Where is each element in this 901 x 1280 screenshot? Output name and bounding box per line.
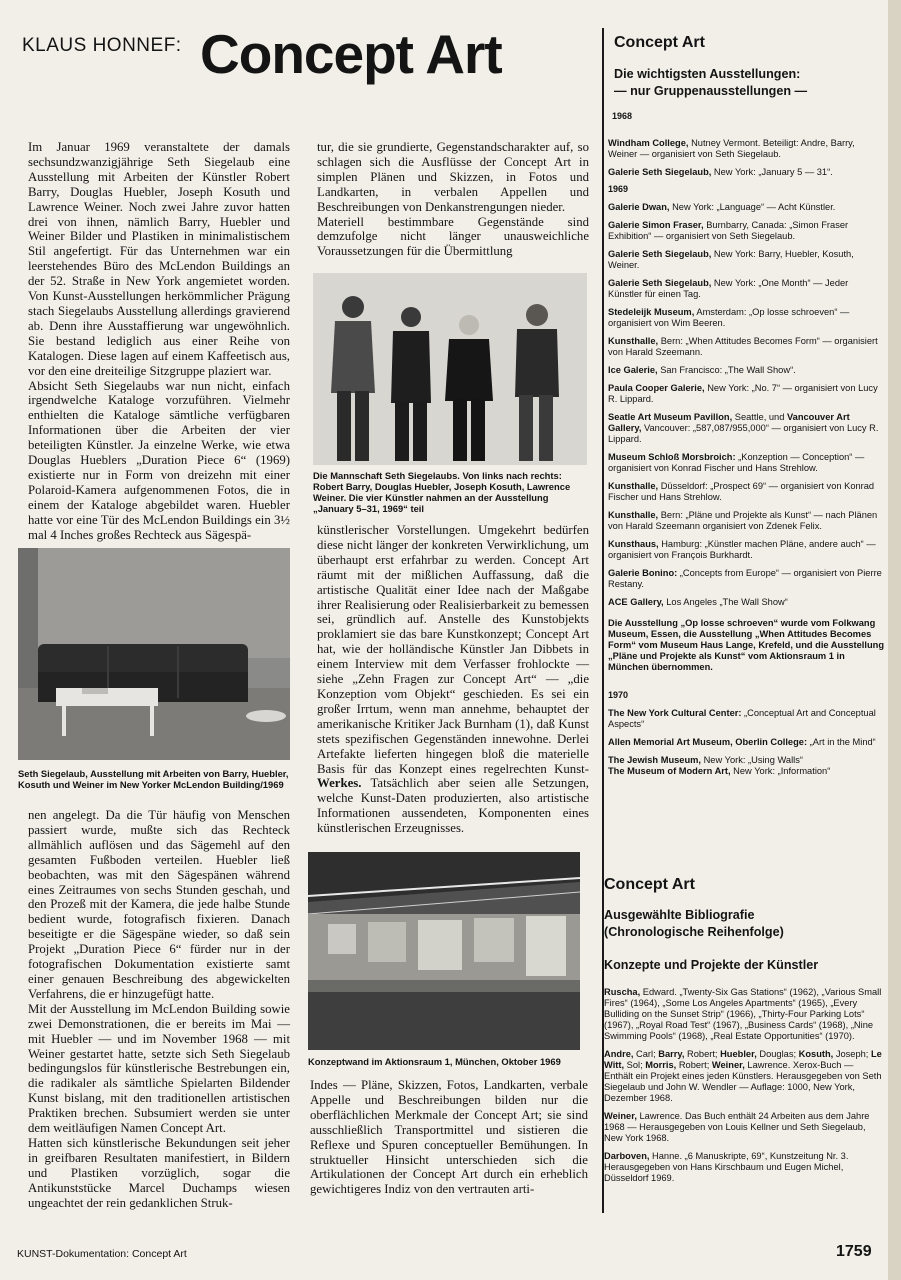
details: „Concepts from Europe“ — organisiert von Pierre Restany. [608,568,882,589]
exhibition-room-illustration [18,548,290,760]
article-title: Concept Art [200,23,502,85]
exhibition-entry [608,138,884,160]
col2-mid-text: künstlerischer Vorstellungen. Umgekehrt bedürfen diese nicht länger der konkreten Verwirklichung, um überhaupt erst erfahrbar zu werden. Concept Art räumt mit der mißlichen Auffassung, daß die artistische Qualität einer Idee nach der Maßgabe ihrer Realisierung oder Realisierbarkeit zu bemessen sei, gründlich auf. Anstelle des Kunstobjekts proklamiert sie das bare Kunstkonzept; Concept Art hat, wie der holländische Künstler Jan Dibbets in einem Interview mit dem Verfasser frohlockte — siehe „Zehn Fragen zur Concept Art“ — „die Konzeption vom Objekt“ geschieden. Es sei ein großer Irrtum, wenn man annehme, behauptet der amerikanische Kritiker Jack Burnham (1), daß Kunst stets spezifischen Gegenständen innewohne. Derlei Artefakte lieferten hingegen bloß die materielle Basis für das Konzept eines regelrechten Kunst- [317,523,589,776]
details: Seattle, und [732,412,787,422]
details-6: Robert; [676,1060,712,1070]
year-1968: 1968 [612,111,633,121]
venue: Galerie Simon Fraser, [608,220,704,230]
sidebar-subheading-line2: — nur Gruppenausstellungen — [614,84,808,98]
sidebar-heading: Concept Art [614,34,705,51]
col1-para3: nen angelegt. Da die Tür häufig von Menschen passiert wurde, mußte sich das Rechteck allmählich auflösen und das Sägemehl auf den gesamten Fußboden verteilen. Huebler ließ beobachten, was mit den Sägespänen während eines Zeitraumes von sechs Stunden geschah, und den Prozeß mit der Kamera, die jede halbe Stunde bedient wurde, fotografisch fixieren. Danach beseitigte er die Sägespäne wieder, so daß sein Projekt „Duration Piece 6“ fürder nur in der fotografischen Dokumentation existierte samt einer genauen Beschreibung des abgewickelten Verfahrens, die er hinzugefügt hatte. [28,808,290,1001]
details: „Art in the Mind“ [807,737,876,747]
author-kicker: KLAUS HONNEF: [22,35,182,56]
venue: ACE Gallery, [608,597,664,607]
author: Darboven, [604,1151,650,1161]
author-6: Morris, [645,1060,677,1070]
exhibition-entry [608,307,884,329]
venue: The Museum of Modern Art, [608,766,731,776]
venue: Ice Galerie, [608,365,658,375]
details: Lawrence. Das Buch enthält 24 Arbeiten aus dem Jahre 1968 — Herausgegeben von Louis Kellner und Seth Siegelaub, New York 1968. [604,1111,870,1143]
details: Düsseldorf: „Prospect 69“ — organisiert von Konrad Fischer und Hans Strehlow. [608,481,875,502]
exhibition-entry [608,220,884,242]
photo-konzeptwand [308,852,580,1050]
konzeptwand-illustration [308,852,580,1050]
photo1-caption: Seth Siegelaub, Ausstellung mit Arbeiten von Barry, Huebler, Kosuth und Weiner im New Yorker McLendon Building/1969 [18,768,289,790]
venue: Kunsthalle, [608,510,659,520]
details-5: Sol; [624,1060,646,1070]
venue: Kunsthaus, [608,539,659,549]
details: New York: „Information“ [730,766,831,776]
details: New York: „No. 7“ — organisiert von Lucy R. Lippard. [608,383,878,404]
col2-para1: tur, die sie grundierte, Gegenstandscharakter auf, so schlagen sich die Ausflüsse der Concept Art in simplen Plänen und Skizzen, in Fotos und Landkarten, in verbalen Appellen und Beschreibungen von Denkanstrengungen nieder. [317,140,589,214]
venue: Kunsthalle, [608,481,659,491]
exhibition-entry [608,202,884,213]
exhibition-entry [608,383,884,405]
biblio-section-title: Konzepte und Projekte der Künstler [604,958,819,972]
details: Hamburg: „Künstler machen Pläne, andere auch“ — organisiert von François Burkhardt. [608,539,876,560]
exhibition-entry [608,510,884,532]
exhibition-entry [608,737,884,748]
exhibitions-note: Die Ausstellung „Op losse schroeven“ wurde vom Folkwang Museum, Essen, die Ausstellung „When Attitudes Becomes Form“ vom Museum Haus Lange, Krefeld, und die Ausstellung „Pläne und Projekte als Kunst“ vom Aktionsraum 1 in München übernommen. [608,618,885,672]
bibliography-entry [604,1151,884,1184]
details: New York: „Using Walls“ [701,755,803,765]
col2-bottom [310,1078,588,1197]
venue-2: Vancouver Art Gallery, [608,412,850,433]
details-2: Robert; [684,1049,721,1059]
venue: Galerie Dwan, [608,202,670,212]
bibliography-list [604,987,884,1184]
biblio-heading: Concept Art [604,876,695,893]
col2-top [317,140,589,259]
details: Bern: „When Attitudes Becomes Form“ — organisiert von Harald Szeemann. [608,336,878,357]
sidebar-subheading [614,66,884,100]
details: New York: Barry, Huebler, Kosuth, Weiner. [608,249,854,270]
biblio-subheading-line1: Ausgewählte Bibliografie [604,908,755,922]
venue: Galerie Bonino: [608,568,678,578]
details: New York: „January 5 — 31“. [711,167,833,177]
author: Ruscha, [604,987,641,997]
bibliography-entry [604,987,884,1042]
col2-para4: Indes — Pläne, Skizzen, Fotos, Landkarten, verbale Appelle und Beschreibungen bilden nur die oberflächlichen Merkmale der Concept Art; sie sind ausschließlich Transportmittel und sistieren die Reflexe und Spuren conceptueller Bemühungen. In struktueller Hinsicht unterschieden sich die Artikulationen der Concept Art durch ein erheblich gewichtigeres Indiz von den vertrauten arti- [310,1078,588,1197]
col1-para1: Im Januar 1969 veranstaltete der damals sechsundzwanzigjährige Seth Siegelaub eine Ausstellung mit Arbeiten der Künstler Robert Barry, Douglas Huebler, Joseph Kosuth und Lawrence Weiner. Noch zwei Jahre zuvor hatten drei von ihnen, nämlich Barry, Huebler und Weiner Bilder und Plastiken in minimalistischem Stil angefertigt. Für das Unternehmen war ein leerstehendes Büro des McLendon Buildings an der 52. Straße in New York angemietet worden. Von Kunst-Ausstellungen herkömmlicher Prägung stach Siegelaubs Ausstellung allerdings gravierend ab. Denn ihre Ausstaffierung war ungewöhnlich. Sie bestand lediglich aus einer Reihe von Katalogen. Diese lagen auf einem Kaffeetisch aus, vor den eine dreiteilige Sitzgruppe plaziert war. [28,140,290,378]
venue: Galerie Seth Siegelaub, [608,278,712,288]
author-4: Kosuth, [798,1049,834,1059]
author-2: Barry, [658,1049,685,1059]
col1-para2: Absicht Seth Siegelaubs war nun nicht, einfach irgendwelche Kataloge vorzuführen. Vielmehr enthielten die Kataloge sämtliche verfügbaren Informationen über die Arbeiten der vier beteiligten Künstler. Ja einzelne Werke, wie etwa Douglas Hueblers „Duration Piece 6“ (1969) existierte nur in Form von dreizehn mit einer Polaroid-Kamera aufgenommenen Fotos, die in einem der Kataloge abgebildet waren. Huebler hatte vor eine Tür des McLendon Buildings ein 3½ mal 4 Inches großes Rechteck aus Sägespä- [28,378,290,542]
details: New York: „Language“ — Acht Künstler. [669,202,836,212]
year-1969: 1969 [608,184,629,194]
exhibition-entry [608,708,884,730]
exhibition-entry [608,481,884,503]
photo2-caption: Die Mannschaft Seth Siegelaubs. Von links nach rechts: Robert Barry, Douglas Huebler, Joseph Kosuth, Lawrence Weiner. Die vier Künstler nahmen an der Ausstellung „January 5–31, 1969“ teil [313,470,571,514]
biblio-subheading-line2: (Chronologische Reihenfolge) [604,925,784,939]
bibliography-entry [604,1049,884,1104]
col2-mid [317,523,589,836]
col2-para3 [317,523,589,836]
details: „Konzeption — Conception“ — organisiert von Konrad Fischer und Hans Strehlow. [608,452,865,473]
exhibition-entry [608,167,884,178]
exhibition-entry [608,568,884,590]
page-number: 1759 [836,1243,872,1260]
details-4: Joseph; [833,1049,871,1059]
details-3: Douglas; [756,1049,799,1059]
venue: Paula Cooper Galerie, [608,383,705,393]
biblio-subheading [604,907,884,941]
photo-artists-group [313,273,587,465]
col2-para2: Materiell bestimmbare Gegenstände sind demzufolge nicht länger unausweichliche Voraussetzungen für die Übermittlung [317,214,589,259]
exhibition-entry [608,539,884,561]
author: Weiner, [604,1111,637,1121]
author-5: Le Witt, [604,1049,882,1070]
col1-top [28,140,290,542]
artists-group-illustration [313,273,587,465]
venue: The Jewish Museum, [608,755,701,765]
col1-para4: Mit der Ausstellung im McLendon Building sowie zwei Demonstrationen, die er bereits im Mai — mit Huebler — und im November 1968 — mit Weiner gestartet hatte, setzte sich Seth Siegelaub bedingungslos für künstlerische Bestrebungen ein, die radikaler als sämtliche Spielarten Bildender Kunst bislang, mit den traditionellen artistischen Praktiken brechen. Subsumiert werden sie unter dem weitläufigen Namen Concept Art. [28,1001,290,1136]
venue: Galerie Seth Siegelaub, [608,167,712,177]
details-7: Lawrence. Xerox-Buch — Enthält ein Projekt eines jeden Künstlers. Herausgegeben von Seth Siegelaub und John W. Wendler — Auflage: 1000, New York, Dezember 1968. [604,1060,882,1103]
details: Los Angeles „The Wall Show“ [663,597,788,607]
year-1970: 1970 [608,690,629,700]
exhibition-entry [608,278,884,300]
details: Carl; [633,1049,659,1059]
exhibitions-list [608,112,884,777]
exhibition-entry [608,249,884,271]
venue: Galerie Seth Siegelaub, [608,249,712,259]
exhibition-entry [608,597,884,608]
venue: Stedeleijk Museum, [608,307,695,317]
author-3: Huebler, [720,1049,757,1059]
details: San Francisco: „The Wall Show“. [657,365,796,375]
details: Nutney Vermont. Beteiligt: Andre, Barry, Weiner — organisiert von Seth Siegelaub. [608,138,855,159]
venue: Museum Schloß Morsbroich: [608,452,736,462]
venue: Kunsthalle, [608,336,659,346]
col2-mid-bold: Werkes. [317,776,362,791]
details: Hanne. „6 Manuskripte, 69“, Kunstzeitung Nr. 3. Herausgegeben von Hans Kirschbaum und Eugen Michel, Düsseldorf 1969. [604,1151,849,1183]
venue: Allen Memorial Art Museum, Oberlin College: [608,737,808,747]
col1-para5: Hatten sich künstlerische Bekundungen seit jeher in greifbaren Resultaten manifestiert, in Bildern und Plastiken vorzüglich, sogar die Antikunststücke Marcel Duchamps wiesen ungeachtet der rein gedanklichen Struk- [28,1135,290,1210]
page-edge [888,0,901,1280]
exhibition-entry [608,766,884,777]
details: Amsterdam: „Op losse schroeven“ — organisiert von Wim Beeren. [608,307,850,328]
venue: Windham College, [608,138,689,148]
exhibition-entry [608,452,884,474]
exhibition-entry [608,755,884,766]
venue: The New York Cultural Center: [608,708,742,718]
photo-exhibition-room [18,548,290,760]
col1-bottom [28,808,290,1210]
sidebar-subheading-line1: Die wichtigsten Ausstellungen: [614,67,801,81]
details: New York: „One Month“ — Jeder Künstler für einen Tag. [608,278,849,299]
exhibition-entry [608,412,884,445]
details: Edward. „Twenty-Six Gas Stations“ (1962), „Various Small Fires“ (1964), „Some Los Angeles Apartments“ (1965), „Every Bulliding on the Sunset Strip“ (1966), „Thirty-Four Parking Lots“ (1967), „Royal Road Test“ (1967), „Business Cards“ (1968), „Nine Swimming Pools“ (1968), „Real Estate Opportunities“ (1970). [604,987,882,1041]
author-7: Weiner, [711,1060,745,1070]
exhibition-entry [608,336,884,358]
details: „Conceptual Art and Conceptual Aspects“ [608,708,876,729]
footer-text: KUNST-Dokumentation: Concept Art [17,1248,187,1260]
details: Bern: „Pläne und Projekte als Kunst“ — nach Plänen von Harald Szeemann organisiert von Zdenek Felix. [608,510,878,531]
details: Burnbarry, Canada: „Simon Fraser Exhibition“ — organisiert von Seth Siegelaub. [608,220,849,241]
photo3-caption: Konzeptwand im Aktionsraum 1, München, Oktober 1969 [308,1056,561,1067]
bibliography-entry [604,1111,884,1144]
details-2: Vancouver: „587,087/955,000“ — organisiert von Lucy R. Lippard. [608,423,879,444]
exhibition-entry [608,365,884,376]
author: Andre, [604,1049,634,1059]
venue: Seatle Art Museum Pavillon, [608,412,733,422]
col2-mid-tail: Tatsächlich aber seien alle Setzungen, welche Kunst-Daten produzierten, also artistische Informationen aussendeten, Komponenten eines künstlerischen Erzeugnisses. [317,776,590,836]
